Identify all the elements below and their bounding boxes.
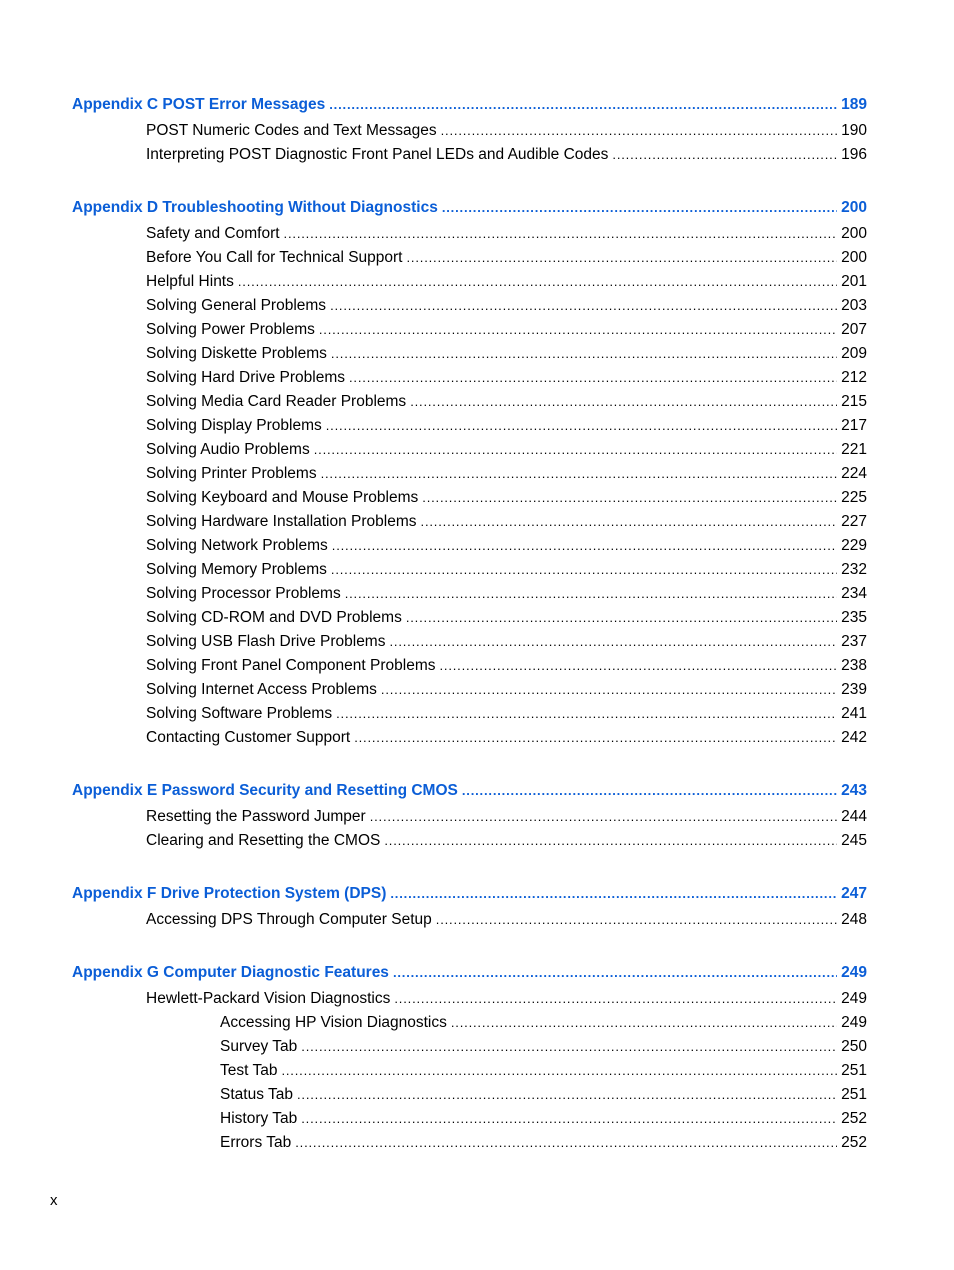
dot-leader	[330, 296, 837, 316]
toc-entry-title: Helpful Hints	[146, 273, 234, 290]
toc-entry-link[interactable]	[72, 145, 867, 169]
dot-leader	[612, 145, 837, 165]
toc-entry-link[interactable]	[72, 1013, 867, 1037]
toc-entry-title: Solving Memory Problems	[146, 561, 327, 578]
toc-entry-title: Status Tab	[220, 1086, 293, 1103]
toc-heading-page: 247	[841, 885, 867, 902]
toc-entry-page: 200	[841, 249, 867, 266]
toc-heading-page: 249	[841, 964, 867, 981]
toc-entry-title: Solving Audio Problems	[146, 441, 310, 458]
dot-leader	[301, 1037, 837, 1057]
toc-entry-page: 221	[841, 441, 867, 458]
dot-leader	[332, 536, 837, 556]
dot-leader	[349, 368, 837, 388]
toc-entry-link[interactable]	[72, 392, 867, 416]
toc-entry-page: 251	[841, 1086, 867, 1103]
toc-heading-title: Appendix E Password Security and Resetting CMOS	[72, 782, 458, 799]
toc-entry-title: Resetting the Password Jumper	[146, 808, 366, 825]
toc-entry-title: Solving Power Problems	[146, 321, 315, 338]
toc-entry-link[interactable]	[72, 440, 867, 464]
dot-leader	[394, 989, 837, 1009]
toc-entry-title: Contacting Customer Support	[146, 729, 351, 746]
dot-leader	[406, 608, 837, 628]
dot-leader	[314, 440, 837, 460]
toc-entry-link[interactable]	[72, 989, 867, 1013]
toc-entry-page: 225	[841, 489, 867, 506]
toc-entry-title: Before You Call for Technical Support	[146, 249, 403, 266]
toc-entry-link[interactable]	[72, 560, 867, 584]
toc-entry-page: 234	[841, 585, 867, 602]
dot-leader	[336, 704, 837, 724]
toc-entry-page: 251	[841, 1062, 867, 1079]
dot-leader	[462, 781, 837, 801]
toc-entry-title: Interpreting POST Diagnostic Front Panel LEDs and Audible Codes	[146, 146, 609, 163]
dot-leader	[384, 831, 837, 851]
toc-entry-page: 249	[841, 1014, 867, 1031]
toc-entry-link[interactable]	[72, 704, 867, 728]
toc-entry-link[interactable]	[72, 536, 867, 560]
toc-entry-page: 200	[841, 225, 867, 242]
toc-entry-link[interactable]	[72, 416, 867, 440]
toc-entry-page: 224	[841, 465, 867, 482]
toc-entry-page: 207	[841, 321, 867, 338]
dot-leader	[326, 416, 837, 436]
dot-leader	[319, 320, 837, 340]
toc-section	[72, 781, 867, 855]
dot-leader	[329, 95, 837, 115]
toc-entry-title: Solving Network Problems	[146, 537, 328, 554]
toc-entry-link[interactable]	[72, 488, 867, 512]
toc-entry-title: Safety and Comfort	[146, 225, 280, 242]
dot-leader	[422, 488, 837, 508]
dot-leader	[421, 512, 837, 532]
dot-leader	[442, 198, 837, 218]
toc-entry-title: Solving Hard Drive Problems	[146, 369, 345, 386]
toc-section	[72, 884, 867, 934]
toc-entry-title: POST Numeric Codes and Text Messages	[146, 122, 437, 139]
toc-entry-title: Solving Printer Problems	[146, 465, 317, 482]
toc-heading-page: 189	[841, 96, 867, 113]
toc-entry-link[interactable]	[72, 728, 867, 752]
dot-leader	[441, 121, 837, 141]
toc-entry-page: 245	[841, 832, 867, 849]
toc-entry-title: Solving Processor Problems	[146, 585, 341, 602]
toc-entry-title: Test Tab	[220, 1062, 278, 1079]
dot-leader	[331, 344, 837, 364]
toc-entry-page: 203	[841, 297, 867, 314]
dot-leader	[321, 464, 837, 484]
toc-entry-link[interactable]	[72, 1085, 867, 1109]
dot-leader	[439, 656, 837, 676]
toc-entry-link[interactable]	[72, 368, 867, 392]
toc-entry-link[interactable]	[72, 296, 867, 320]
dot-leader	[297, 1085, 837, 1105]
dot-leader	[407, 248, 838, 268]
toc-entry-link[interactable]	[72, 320, 867, 344]
dot-leader	[301, 1109, 837, 1129]
dot-leader	[281, 1061, 837, 1081]
toc-section	[72, 963, 867, 1157]
toc-heading-title: Appendix F Drive Protection System (DPS)	[72, 885, 387, 902]
toc-entry-title: Errors Tab	[220, 1134, 292, 1151]
toc-entry-page: 212	[841, 369, 867, 386]
toc-entry-link[interactable]	[72, 464, 867, 488]
toc-heading-page: 200	[841, 199, 867, 216]
toc-heading-title: Appendix D Troubleshooting Without Diagnostics	[72, 199, 438, 216]
toc-entry-link[interactable]	[72, 807, 867, 831]
dot-leader	[345, 584, 837, 604]
dot-leader	[381, 680, 837, 700]
toc-entry-page: 237	[841, 633, 867, 650]
toc-appendix-heading-link[interactable]	[72, 781, 867, 807]
table-of-contents	[72, 95, 867, 1186]
dot-leader	[331, 560, 837, 580]
toc-entry-title: Clearing and Resetting the CMOS	[146, 832, 381, 849]
toc-heading-title: Appendix G Computer Diagnostic Features	[72, 964, 389, 981]
toc-entry-title: Solving CD-ROM and DVD Problems	[146, 609, 402, 626]
toc-entry-page: 239	[841, 681, 867, 698]
toc-entry-link[interactable]	[72, 1109, 867, 1133]
toc-entry-page: 244	[841, 808, 867, 825]
toc-appendix-heading-link[interactable]	[72, 95, 867, 121]
toc-entry-link[interactable]	[72, 831, 867, 855]
toc-entry-title: Survey Tab	[220, 1038, 298, 1055]
toc-entry-page: 232	[841, 561, 867, 578]
toc-entry-page: 241	[841, 705, 867, 722]
toc-entry-link[interactable]	[72, 248, 867, 272]
toc-entry-title: Solving Keyboard and Mouse Problems	[146, 489, 419, 506]
toc-entry-page: 190	[841, 122, 867, 139]
toc-section	[72, 95, 867, 169]
toc-heading-page: 243	[841, 782, 867, 799]
dot-leader	[393, 963, 837, 983]
toc-appendix-heading-link[interactable]	[72, 198, 867, 224]
toc-entry-page: 215	[841, 393, 867, 410]
toc-entry-link[interactable]	[72, 1061, 867, 1085]
toc-entry-page: 227	[841, 513, 867, 530]
toc-entry-link[interactable]	[72, 910, 867, 934]
dot-leader	[284, 224, 837, 244]
dot-leader	[295, 1133, 837, 1153]
toc-entry-link[interactable]	[72, 1037, 867, 1061]
toc-entry-title: Hewlett-Packard Vision Diagnostics	[146, 990, 391, 1007]
toc-entry-page: 196	[841, 146, 867, 163]
toc-entry-page: 235	[841, 609, 867, 626]
toc-entry-title: Solving Front Panel Component Problems	[146, 657, 436, 674]
toc-entry-page: 238	[841, 657, 867, 674]
dot-leader	[436, 910, 837, 930]
page-number: x	[50, 1192, 58, 1209]
toc-entry-page: 252	[841, 1134, 867, 1151]
dot-leader	[370, 807, 837, 827]
toc-entry-title: Solving Hardware Installation Problems	[146, 513, 417, 530]
dot-leader	[389, 632, 837, 652]
toc-entry-page: 248	[841, 911, 867, 928]
toc-entry-page: 242	[841, 729, 867, 746]
toc-entry-link[interactable]	[72, 121, 867, 145]
toc-entry-title: Solving USB Flash Drive Problems	[146, 633, 386, 650]
dot-leader	[451, 1013, 837, 1033]
toc-entry-link[interactable]	[72, 632, 867, 656]
toc-entry-page: 229	[841, 537, 867, 554]
toc-entry-title: Solving Display Problems	[146, 417, 322, 434]
toc-entry-page: 250	[841, 1038, 867, 1055]
toc-appendix-heading-link[interactable]	[72, 884, 867, 910]
dot-leader	[410, 392, 837, 412]
toc-entry-link[interactable]	[72, 680, 867, 704]
toc-entry-title: Solving Media Card Reader Problems	[146, 393, 407, 410]
toc-entry-link[interactable]	[72, 584, 867, 608]
dot-leader	[390, 884, 837, 904]
toc-entry-page: 249	[841, 990, 867, 1007]
toc-heading-title: Appendix C POST Error Messages	[72, 96, 326, 113]
toc-entry-link[interactable]	[72, 1133, 867, 1157]
toc-entry-link[interactable]	[72, 656, 867, 680]
toc-entry-title: Solving General Problems	[146, 297, 327, 314]
toc-entry-page: 252	[841, 1110, 867, 1127]
toc-entry-title: Accessing HP Vision Diagnostics	[220, 1014, 447, 1031]
toc-entry-page: 201	[841, 273, 867, 290]
toc-entry-link[interactable]	[72, 224, 867, 248]
toc-entry-title: Solving Internet Access Problems	[146, 681, 377, 698]
toc-entry-link[interactable]	[72, 344, 867, 368]
toc-entry-page: 217	[841, 417, 867, 434]
toc-section	[72, 198, 867, 752]
toc-entry-link[interactable]	[72, 272, 867, 296]
dot-leader	[354, 728, 837, 748]
toc-entry-title: History Tab	[220, 1110, 298, 1127]
toc-entry-page: 209	[841, 345, 867, 362]
toc-entry-link[interactable]	[72, 512, 867, 536]
toc-entry-title: Solving Software Problems	[146, 705, 333, 722]
dot-leader	[238, 272, 837, 292]
toc-entry-title: Accessing DPS Through Computer Setup	[146, 911, 432, 928]
toc-entry-title: Solving Diskette Problems	[146, 345, 327, 362]
toc-appendix-heading-link[interactable]	[72, 963, 867, 989]
toc-entry-link[interactable]	[72, 608, 867, 632]
